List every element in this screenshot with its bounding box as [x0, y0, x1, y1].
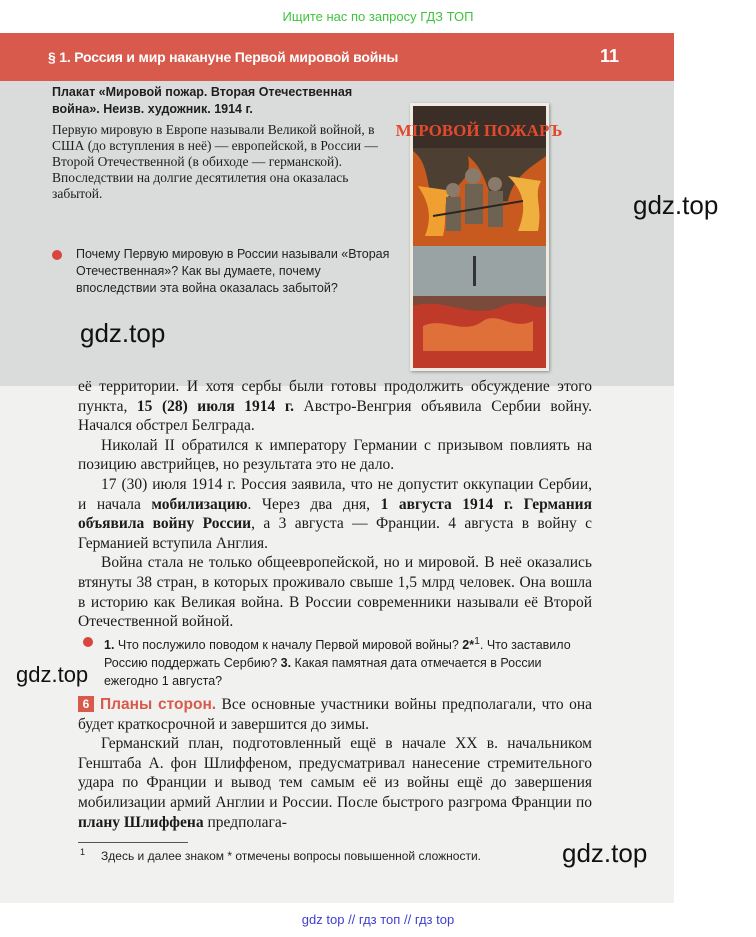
footnote-ref: 1: [474, 636, 480, 647]
question-text: Что послужило поводом к началу Первой мировой войны?: [114, 638, 463, 653]
bottom-links: [0, 903, 756, 937]
watermark: gdz.top: [633, 190, 719, 220]
top-banner[interactable]: Ищите нас по запросу ГДЗ ТОП: [282, 9, 474, 24]
question-number: 3.: [280, 656, 292, 671]
footnote-mark: 1: [80, 847, 86, 857]
footnote-divider: [78, 842, 188, 843]
text-run: Австро-Венгрия объявила Сербии войну. Начался обстрел Белграда.: [78, 397, 592, 435]
question-number: 1.: [104, 638, 115, 653]
text-run: , а 3 августа — Франции. 4 августа в войну с Германией вступила Англия.: [78, 515, 592, 552]
bottom-link[interactable]: гдз топ: [358, 912, 401, 927]
paragraph: [78, 734, 592, 832]
paragraph: Война стала не только общеевропейской, но и мировой. В неё оказались втянуты 38 стран, в которых проживало свыше 1,5 млрд человек. Она вошла в историю как Великая война. В России современники называли её Второй Отечественной войной.: [78, 554, 592, 631]
text-run: предполага-: [203, 813, 287, 831]
bold-term: плану Шлиффена: [78, 813, 204, 831]
footnote: [80, 847, 481, 863]
question-text: Какая памятная дата отмечается в России ежегодно 1 августа?: [104, 656, 542, 689]
link-separator: //: [403, 912, 412, 927]
review-questions: [104, 633, 594, 690]
question-bullet-icon: [83, 637, 93, 647]
watermark: gdz.top: [16, 662, 89, 687]
watermark: gdz.top: [562, 838, 648, 868]
bold-date: 1 августа 1914 г. Германия объявила войну России: [78, 495, 592, 533]
watermark: gdz.top: [80, 318, 166, 348]
poster-caption: [52, 84, 392, 202]
paragraph: [78, 695, 592, 734]
question-number: 2*: [462, 638, 475, 653]
main-text-part1: [78, 377, 592, 632]
text-run: . Через два дня,: [247, 495, 381, 513]
poster-question: Почему Первую мировую в России называли «Вторая Отечественная»? Как вы думаете, почему впоследствии эта война оказалась забытой?: [76, 247, 390, 295]
link-separator: //: [348, 912, 356, 927]
paragraph: Николай II обратился к императору Германии с призывом повлиять на позицию австрийцев, но результата это не дало.: [78, 436, 592, 474]
bottom-link[interactable]: гдз top: [414, 912, 455, 927]
caption-title: Плакат «Мировой пожар. Вторая Отечественная война». Неизв. художник. 1914 г.: [52, 85, 353, 116]
question-text: . Что заставило Россию поддержать Сербию?: [104, 638, 571, 671]
poster-illustration: [395, 106, 563, 368]
bold-date: 15 (28) июля 1914 г.: [136, 397, 295, 415]
page-number: 11: [599, 46, 619, 66]
page-header: [0, 33, 674, 81]
bottom-link[interactable]: gdz top: [301, 912, 345, 927]
text-run: Германский план, подготовленный ещё в начале XX в. начальником Генштаба А. фон Шлиффеном, предусматривал нанесение стремительного удара по Франции и вывод тем самым её из войны ещё до завершения мобилизации армий Англии и России. После быстрого разгрома Франции по: [78, 735, 592, 811]
paragraph: [78, 377, 592, 436]
section-title: Планы сторон.: [100, 696, 217, 713]
section-number-badge: 6: [78, 696, 94, 712]
text-run: Все основные участники войны предполагали, что она будет краткосрочной и завершится до зимы.: [78, 696, 593, 733]
paragraph: [78, 475, 592, 553]
main-text-part2: [78, 695, 592, 832]
footnote-text: Здесь и далее знаком * отмечены вопросы повышенной сложности.: [101, 849, 482, 863]
bold-term: мобилизацию: [151, 495, 248, 513]
text-run: её территории. И хотя сербы были готовы продолжить обсуждение этого пункта,: [78, 378, 592, 415]
poster-image: [395, 103, 563, 371]
section-header-title: § 1. Россия и мир накануне Первой мировой войны: [48, 49, 399, 65]
poster-title-text: МIРОВОЙ ПОЖАРЪ: [395, 121, 563, 140]
text-run: 17 (30) июля 1914 г. Россия заявила, что не допустит оккупации Сербии, и начала: [78, 475, 592, 513]
caption-text: Первую мировую в Европе называли Великой войной, в США (до вступления в неё) — европейской, в России — Второй Отечественной (в обиходе — германской). Впоследствии на долгие десятилетия она оказалась забытой.: [52, 122, 378, 201]
